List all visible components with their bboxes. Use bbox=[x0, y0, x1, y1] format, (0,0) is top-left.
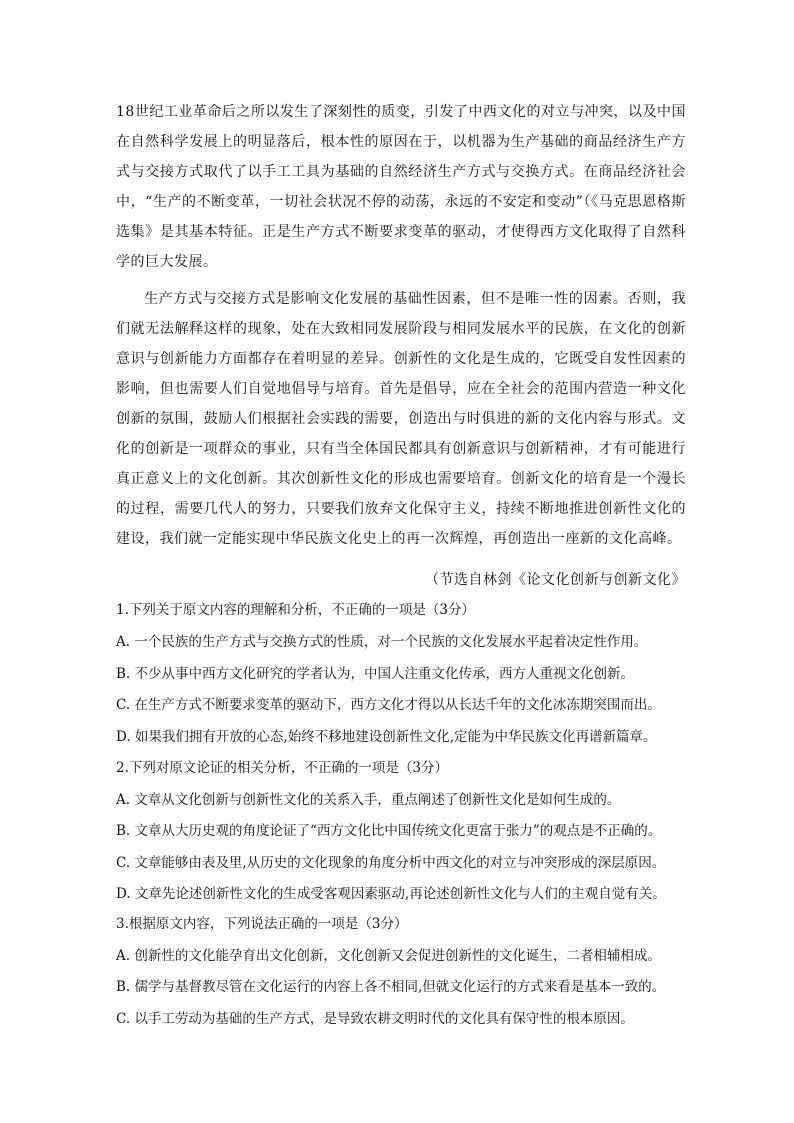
question-3-stem: 3.根据原文内容，下列说法正确的一项是（3分） bbox=[116, 916, 408, 932]
question-3-option-b: B. 儒学与基督教尽管在文化运行的内容上各不相同,但就文化运行的方式来看是基本一致的。 bbox=[116, 979, 666, 995]
question-2-option-c: C. 文章能够由表及里,从历史的文化现象的角度分析中西文化的对立与冲突形成的深层原因。 bbox=[116, 855, 666, 871]
question-1-stem: 1.下列关于原文内容的理解和分析，不正确的一项是（3分） bbox=[116, 602, 475, 618]
passage-source: （节选自林剑《论文化创新与创新文化》 bbox=[425, 572, 686, 588]
question-1-option-a: A. 一个民族的生产方式与交换方式的性质，对一个民族的文化发展水平起着决定性作用。 bbox=[116, 634, 648, 650]
question-1-option-c: C. 在生产方式不断要求变革的驱动下，西方文化才得以从长达千年的文化冰冻期突围而出。 bbox=[116, 697, 661, 713]
passage-paragraph-2: 生产方式与交接方式是影响文化发展的基础性因素，但不是唯一性的因素。否则，我们就无法解释这样的现象，处在大致相同发展阶段与相同发展水平的民族，在文化的创新意识与创新能力方面都存在着明显的差异。创新性的文化是生成的，它既受自发性因素的影响，但也需要人们自觉地倡导与培育。首先是倡导，应在全社会的范围内营造一种文化创新的氛围，鼓励人们根据社会实践的需要，创造出与时俱进的新的文化内容与形式。文化的创新是一项群众的事业，只有当全体国民都具有创新意识与创新精神，才有可能进行真正意义上的文化创新。其次创新性文化的形成也需要培育。创新文化的培育是一个漫长的过程，需要几代人的努力，只要我们放弃文化保守主义，持续不断地推进创新性文化的建设，我们就一定能实现中华民族文化史上的再一次辉煌，再创造出一座新的文化高峰。 bbox=[116, 291, 686, 547]
question-3-option-a: A. 创新性的文化能孕育出文化创新，文化创新又会促进创新性的文化诞生，二者相辅相成。 bbox=[116, 948, 661, 964]
question-2-option-d: D. 文章先论述创新性文化的生成受客观因素驱动,再论述创新性文化与人们的主观自觉有关。 bbox=[116, 886, 666, 902]
question-3-option-c: C. 以手工劳动为基础的生产方式，是导致农耕文明时代的文化具有保守性的根本原因。 bbox=[116, 1011, 634, 1027]
question-2-option-b: B. 文章从大历史观的角度论证了“西方文化比中国传统文化更富于张力”的观点是不正确的。 bbox=[116, 823, 662, 839]
question-2-option-a: A. 文章从文化创新与创新性文化的关系入手，重点阐述了创新性文化是如何生成的。 bbox=[116, 792, 621, 808]
passage-paragraph-1: 18世纪工业革命后之所以发生了深刻性的质变，引发了中西文化的对立与冲突，以及中国在自然科学发展上的明显落后，根本性的原因在于，以机器为生产基础的商品经济生产方式与交接方式取代了以手工工具为基础的自然经济生产方式与交换方式。在商品经济社会中，“生产的不断变革，一切社会状况不停的动荡，永远的不安定和变动”（《马克思恩格斯选集》是其基本特征。正是生产方式不断要求变革的驱动，才使得西方文化取得了自然科学的巨大发展。 bbox=[116, 104, 686, 270]
question-2-stem: 2.下列对原文论证的相关分析，不正确的一项是（3分） bbox=[116, 760, 448, 776]
question-1-option-d: D. 如果我们拥有开放的心态,始终不移地建设创新性文化,定能为中华民族文化再谱新篇章。 bbox=[116, 729, 657, 745]
question-1-option-b: B. 不少从事中西方文化研究的学者认为，中国人注重文化传承，西方人重视文化创新。 bbox=[116, 666, 635, 682]
